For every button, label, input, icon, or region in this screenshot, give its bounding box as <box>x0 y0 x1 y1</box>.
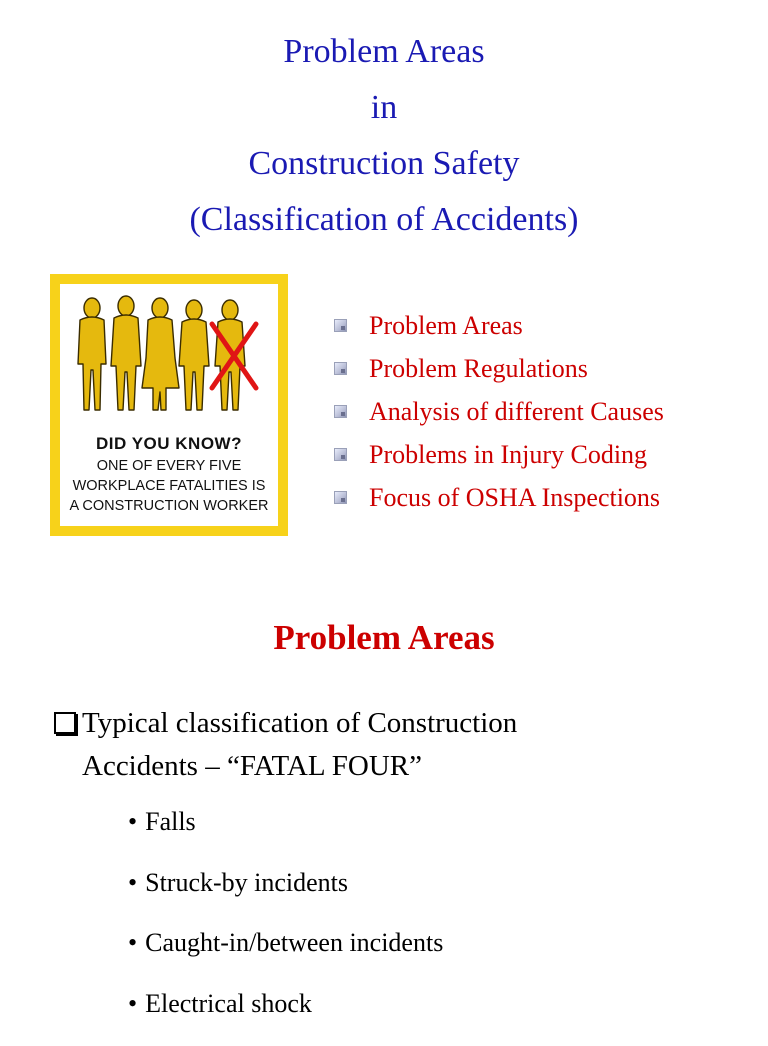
page-title <box>0 24 768 248</box>
poster-inner <box>60 284 278 526</box>
poster-line: WORKPLACE FATALITIES IS <box>60 476 278 496</box>
worker-figure-icon <box>78 298 106 410</box>
title-line: Problem Areas <box>0 24 768 80</box>
poster-body <box>60 456 278 516</box>
title-line: Construction Safety <box>0 136 768 192</box>
checkbox-bullet-icon <box>54 712 76 734</box>
square-bullet-icon <box>334 362 347 375</box>
sub-item-label: Struck-by incidents <box>145 868 348 897</box>
title-line: in <box>0 80 768 136</box>
main-item-text: Typical classification of Construction <box>82 707 517 739</box>
sub-item-label: Caught-in/between incidents <box>145 928 443 957</box>
topic-item <box>334 390 664 433</box>
square-bullet-icon <box>334 405 347 418</box>
worker-figure-icon <box>142 298 179 410</box>
poster-headline: DID YOU KNOW? <box>60 434 278 454</box>
topic-item <box>334 476 664 519</box>
topic-label: Problem Regulations <box>369 354 588 384</box>
fatal-four-list <box>128 804 443 1046</box>
sub-list-item <box>128 804 443 865</box>
main-item-line-2: Accidents – “FATAL FOUR” <box>54 745 714 788</box>
dot-bullet-icon: • <box>128 868 137 897</box>
main-list-item <box>54 702 714 788</box>
dot-bullet-icon: • <box>128 989 137 1018</box>
square-bullet-icon <box>334 319 347 332</box>
topic-label: Problems in Injury Coding <box>369 440 647 470</box>
square-bullet-icon <box>334 491 347 504</box>
topic-label: Focus of OSHA Inspections <box>369 483 660 513</box>
topic-list <box>334 304 664 519</box>
topic-item <box>334 304 664 347</box>
topic-label: Problem Areas <box>369 311 523 341</box>
sub-list-item <box>128 986 443 1046</box>
main-item-line <box>54 702 714 745</box>
poster-line: ONE OF EVERY FIVE <box>60 456 278 476</box>
sub-item-label: Electrical shock <box>145 989 312 1018</box>
worker-figure-icon <box>179 300 209 410</box>
fatality-poster <box>50 274 288 536</box>
sub-list-item <box>128 925 443 986</box>
worker-figure-icon <box>111 296 141 410</box>
topic-item <box>334 347 664 390</box>
sub-item-label: Falls <box>145 807 196 836</box>
section-heading: Problem Areas <box>0 618 768 658</box>
worker-figure-icon <box>215 300 245 410</box>
sub-list-item <box>128 865 443 926</box>
dot-bullet-icon: • <box>128 807 137 836</box>
topic-label: Analysis of different Causes <box>369 397 664 427</box>
poster-line: A CONSTRUCTION WORKER <box>60 496 278 516</box>
dot-bullet-icon: • <box>128 928 137 957</box>
square-bullet-icon <box>334 448 347 461</box>
title-line: (Classification of Accidents) <box>0 192 768 248</box>
topic-item <box>334 433 664 476</box>
